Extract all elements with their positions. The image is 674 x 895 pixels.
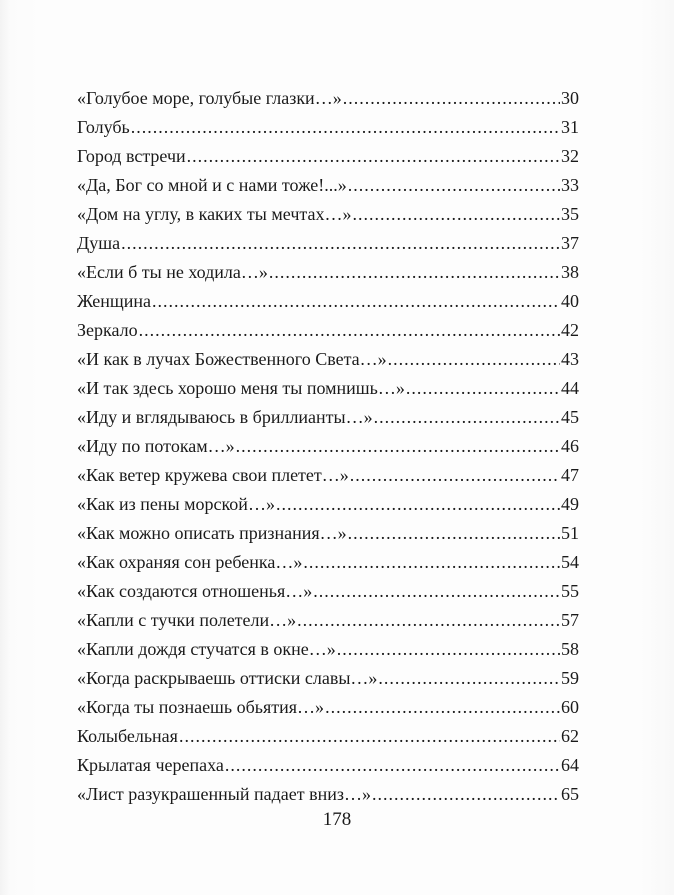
toc-entry	[77, 113, 579, 142]
dot-leader	[269, 258, 560, 287]
toc-entry	[77, 548, 579, 577]
toc-entry-title: «Как можно описать признания…»	[77, 523, 347, 543]
dot-leader	[179, 722, 560, 751]
toc-entry	[77, 287, 579, 316]
dot-leader	[303, 548, 560, 577]
toc-entry	[77, 171, 579, 200]
toc-entry-title: Душа	[77, 233, 121, 253]
dot-leader	[276, 490, 560, 519]
toc-entry-page: 37	[561, 233, 579, 253]
toc-entry-title: «Как охраняя сон ребенка…»	[77, 552, 303, 572]
dot-leader	[352, 200, 560, 229]
toc-entry-title: Женщина	[77, 291, 151, 311]
toc-entry	[77, 229, 579, 258]
toc-entry	[77, 751, 579, 780]
dot-leader	[139, 316, 560, 345]
dot-leader	[325, 693, 560, 722]
toc-entry-page: 57	[561, 610, 579, 630]
toc-entry-title: «Когда раскрываешь оттиски славы…»	[77, 668, 378, 688]
toc-entry-title: «Лист разукрашенный падает вниз…»	[77, 784, 371, 804]
toc-entry-title: Зеркало	[77, 320, 138, 340]
toc-entry-page: 31	[561, 117, 579, 137]
toc-entry-title: «Да, Бог со мной и с нами тоже!...»	[77, 175, 347, 195]
dot-leader	[131, 113, 560, 142]
toc-entry	[77, 200, 579, 229]
toc-entry-title: «Иду по потокам…»	[77, 436, 235, 456]
toc-entry-title: «Как ветер кружева свои плетет…»	[77, 465, 349, 485]
toc-entry-page: 45	[561, 407, 579, 427]
dot-leader	[348, 171, 560, 200]
toc-entry-page: 43	[561, 349, 579, 369]
toc-entry-page: 44	[561, 378, 579, 398]
dot-leader	[343, 84, 560, 113]
toc-entry-title: Колыбельная	[77, 726, 178, 746]
toc-entry-title: «Капли дождя стучатся в окне…»	[77, 639, 336, 659]
toc-entry-title: «Когда ты познаешь обьятия…»	[77, 697, 325, 717]
toc-entry	[77, 606, 579, 635]
toc-entry	[77, 403, 579, 432]
toc-entry	[77, 345, 579, 374]
toc-entry	[77, 84, 579, 113]
toc-entry-page: 60	[561, 697, 579, 717]
dot-leader	[406, 374, 560, 403]
toc-entry-page: 51	[561, 523, 579, 543]
dot-leader	[374, 403, 560, 432]
toc-entry	[77, 519, 579, 548]
toc-entry	[77, 316, 579, 345]
toc-entry-page: 59	[561, 668, 579, 688]
dot-leader	[350, 461, 560, 490]
dot-leader	[152, 287, 560, 316]
toc-entry	[77, 722, 579, 751]
toc-entry	[77, 664, 579, 693]
dot-leader	[313, 577, 560, 606]
toc-entry-page: 35	[561, 204, 579, 224]
toc-entry	[77, 490, 579, 519]
toc-entry-title: «Капли с тучки полетели…»	[77, 610, 297, 630]
page-number: 178	[322, 809, 352, 830]
toc-entry-page: 42	[561, 320, 579, 340]
toc-entry	[77, 693, 579, 722]
toc-entry	[77, 374, 579, 403]
toc-entry-page: 49	[561, 494, 579, 514]
toc-entry-page: 33	[561, 175, 579, 195]
dot-leader	[297, 606, 560, 635]
toc-entry	[77, 577, 579, 606]
toc-entry	[77, 142, 579, 171]
toc-entry-page: 65	[561, 784, 579, 804]
toc-entry-page: 46	[561, 436, 579, 456]
toc-entry-page: 38	[561, 262, 579, 282]
toc-entry-page: 32	[561, 146, 579, 166]
toc-entry-title: «Как из пены морской…»	[77, 494, 275, 514]
toc-entry-page: 40	[561, 291, 579, 311]
toc-entry-title: «Как создаются отношенья…»	[77, 581, 313, 601]
toc-entry-page: 58	[561, 639, 579, 659]
toc-entry-title: Крылатая черепаха	[77, 755, 224, 775]
table-of-contents	[77, 84, 579, 809]
dot-leader	[337, 635, 560, 664]
toc-entry-title: Город встречи	[77, 146, 186, 166]
toc-entry-title: «Иду и вглядываюсь в бриллианты…»	[77, 407, 373, 427]
toc-entry-title: «Если б ты не ходила…»	[77, 262, 268, 282]
dot-leader	[378, 664, 560, 693]
toc-entry-title: Голубь	[77, 117, 130, 137]
toc-entry-page: 64	[561, 755, 579, 775]
toc-entry-title: «И так здесь хорошо меня ты помнишь…»	[77, 378, 405, 398]
toc-entry-page: 62	[561, 726, 579, 746]
toc-entry-page: 55	[561, 581, 579, 601]
toc-entry-page: 47	[561, 465, 579, 485]
dot-leader	[121, 229, 560, 258]
toc-entry-title: «Дом на углу, в каких ты мечтах…»	[77, 204, 352, 224]
toc-entry	[77, 780, 579, 809]
toc-entry-page: 54	[561, 552, 579, 572]
toc-entry-page: 30	[561, 88, 579, 108]
dot-leader	[372, 780, 560, 809]
toc-entry-title: «Голубое море, голубые глазки…»	[77, 88, 342, 108]
toc-entry	[77, 461, 579, 490]
toc-entry	[77, 432, 579, 461]
toc-entry	[77, 635, 579, 664]
dot-leader	[187, 142, 560, 171]
dot-leader	[348, 519, 560, 548]
dot-leader	[225, 751, 560, 780]
dot-leader	[236, 432, 560, 461]
dot-leader	[388, 345, 560, 374]
toc-entry-title: «И как в лучах Божественного Света…»	[77, 349, 387, 369]
toc-entry	[77, 258, 579, 287]
